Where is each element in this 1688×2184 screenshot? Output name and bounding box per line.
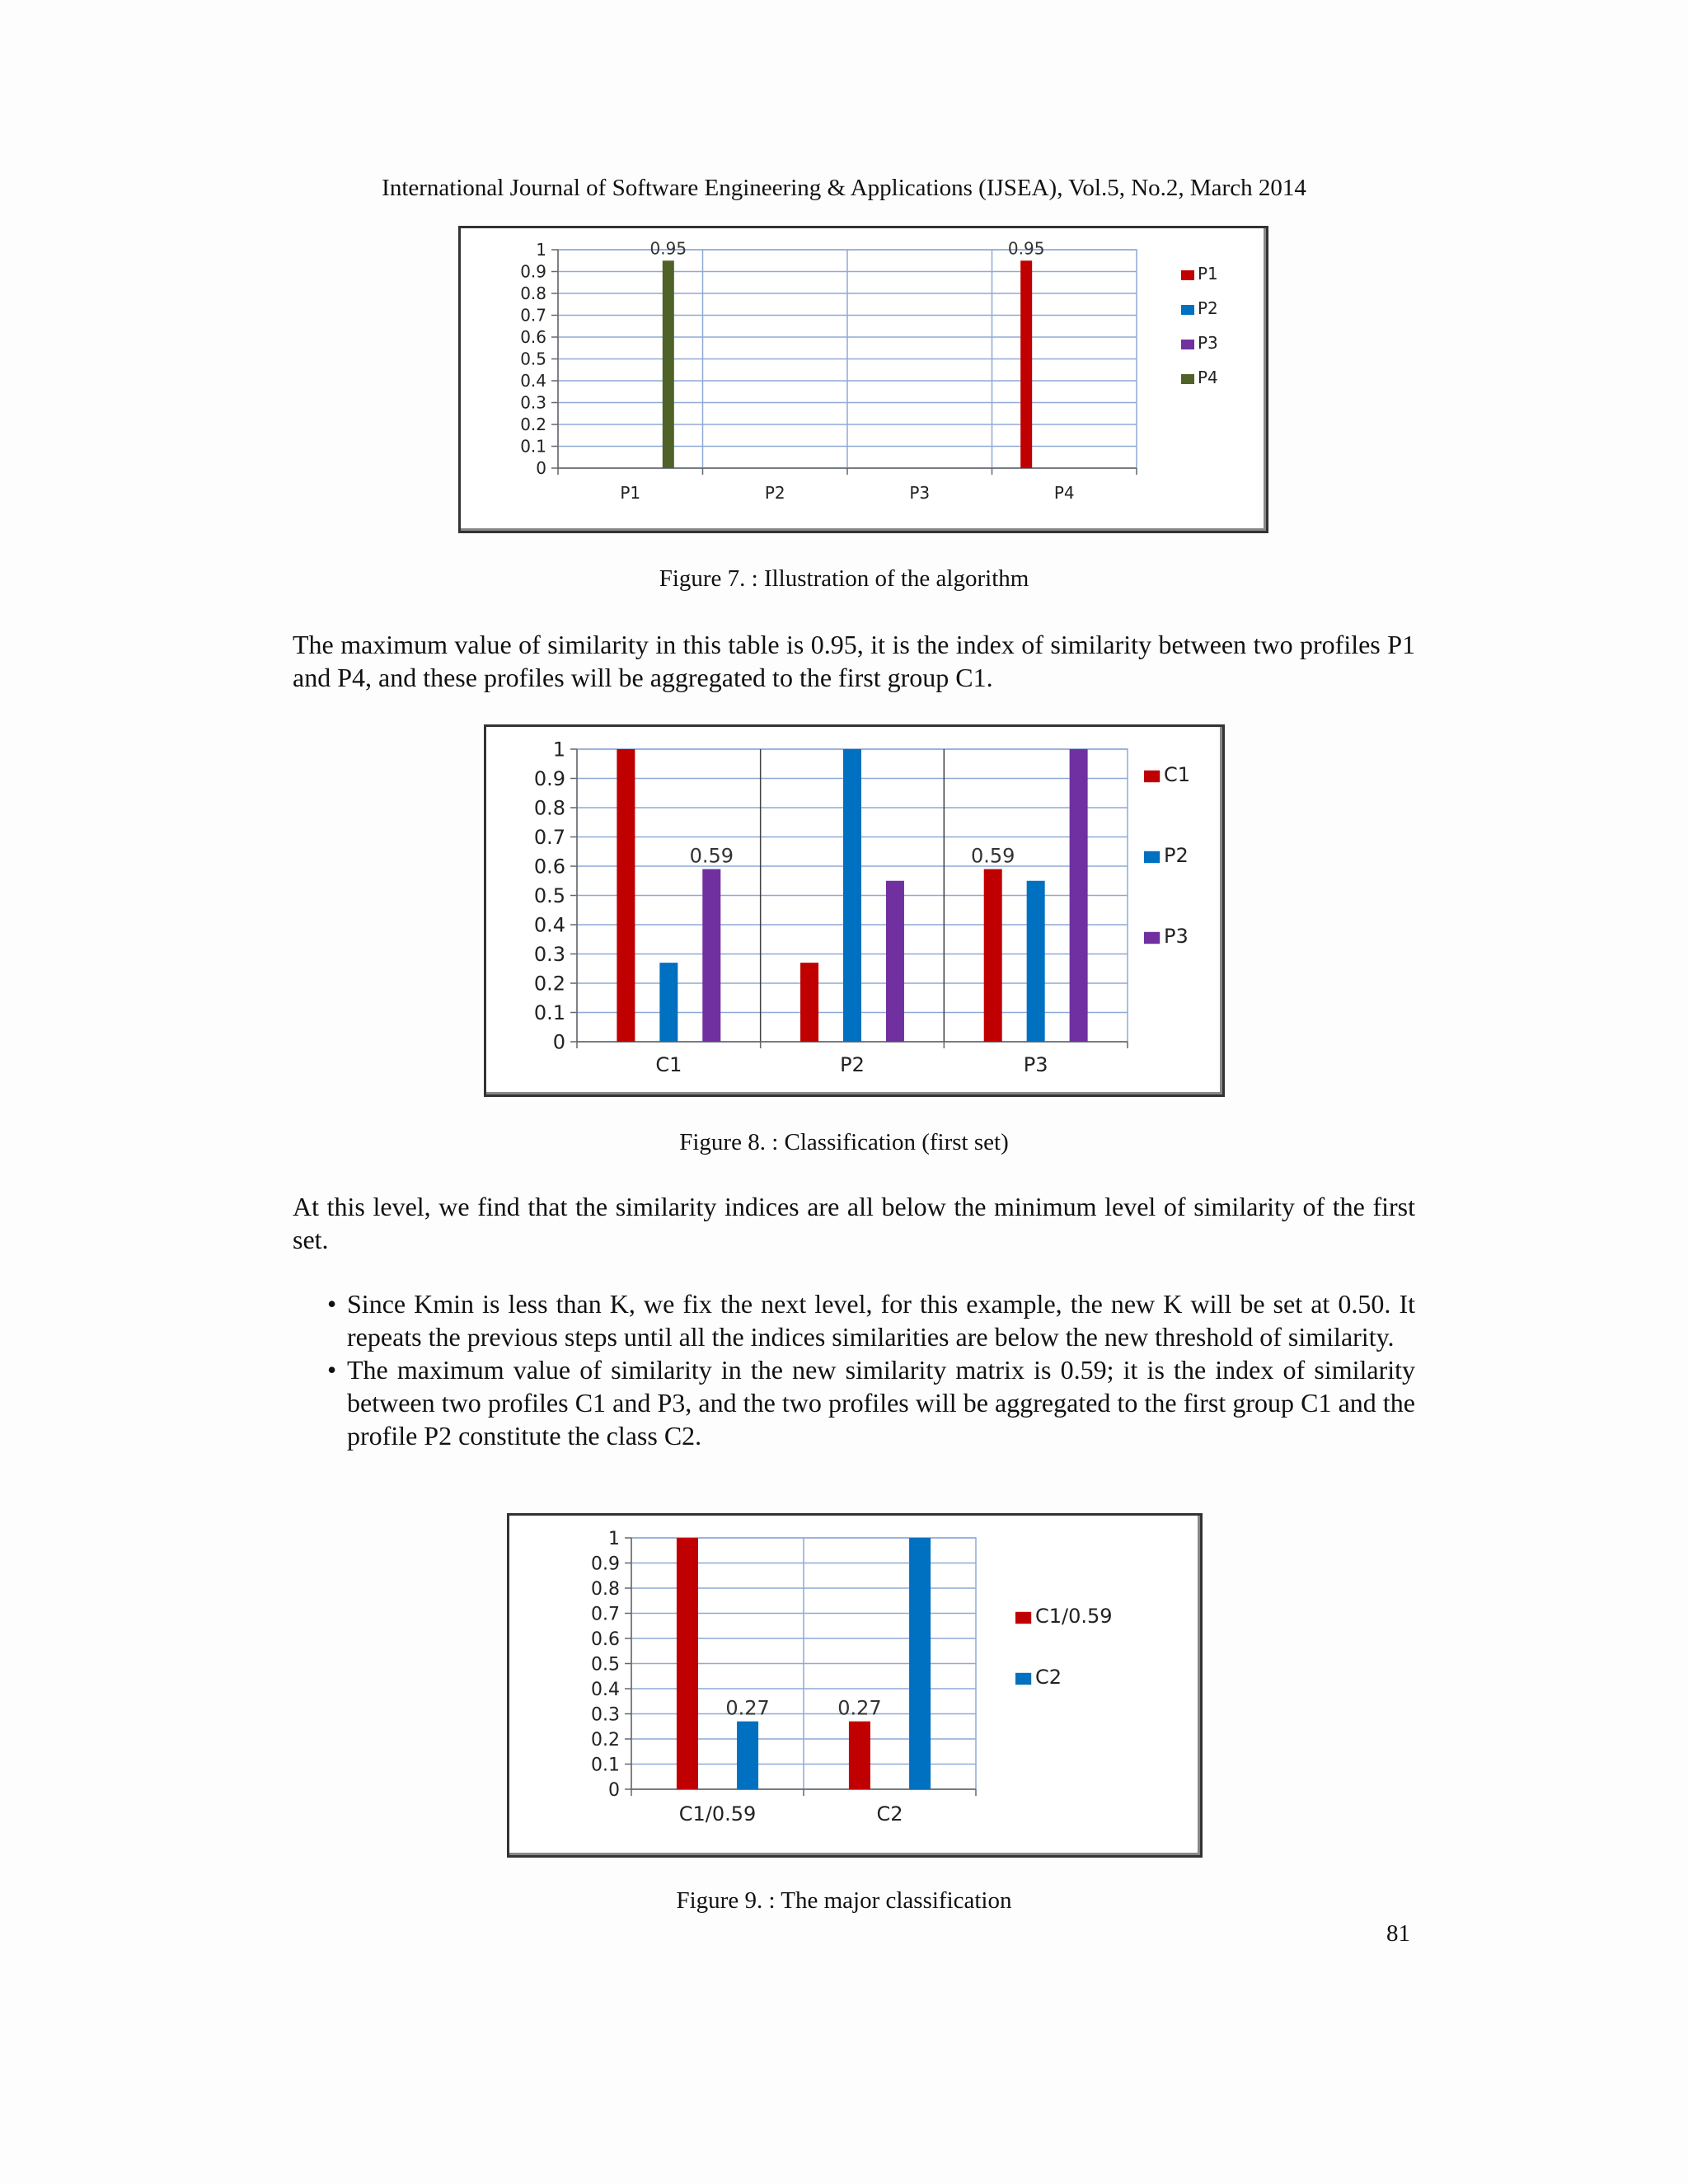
paragraph-1: The maximum value of similarity in this table is 0.95, it is the index of similarity between two profiles P1 and P4, and these profiles will be aggregated to the first group C1. [293,630,1415,692]
legend-label: P2 [1164,844,1189,867]
bar-p4 [663,260,674,468]
bar-p2 [1027,881,1045,1042]
bar-p2 [843,749,861,1042]
legend-swatch [1144,932,1160,944]
y-tick-label: 0.5 [533,884,565,908]
y-tick-label: 0.6 [533,855,565,879]
y-tick-label: 0.2 [520,415,546,435]
y-tick-label: 0.4 [520,371,546,391]
y-tick-label: 0.5 [520,349,546,369]
figure-7-caption: Figure 7. : Illustration of the algorithm [659,565,1029,592]
x-category-label: P1 [620,483,641,503]
figure-9-chart [507,1513,1203,1858]
y-tick-label: 0.3 [533,943,565,967]
figure-9-caption: Figure 9. : The major classification [676,1887,1012,1914]
figure-7-svg [461,228,1266,531]
legend-swatch [1015,1673,1031,1685]
y-tick-label: 0.5 [591,1654,620,1675]
bar-c1059 [849,1722,870,1789]
y-tick-label: 0.3 [520,392,546,413]
bar-c1059 [677,1538,698,1789]
x-category-label: P4 [1053,483,1075,503]
x-category-label: C1 [655,1053,682,1076]
bar-p3 [886,881,904,1042]
data-label: 0.27 [725,1696,770,1720]
figure-8-chart [484,724,1225,1097]
bar-p3 [1070,749,1088,1042]
figure-7-chart [458,226,1268,533]
data-label: 0.95 [649,238,687,259]
y-tick-label: 0 [608,1779,620,1801]
data-label: 0.27 [837,1696,882,1720]
y-tick-label: 0.1 [591,1755,620,1776]
y-tick-label: 1 [536,240,546,260]
data-label: 0.59 [689,844,734,868]
bar-c2 [737,1722,758,1789]
figure-8-caption: Figure 8. : Classification (first set) [679,1129,1009,1155]
x-category-label: P2 [840,1053,865,1076]
bullet-item: • Since Kmin is less than K, we fix the next level, for this example, the new K will be set at 0.50. It repeats the previous steps until all the indices similarities are below the new threshold of similarity. [293,1287,1415,1353]
bar-c2 [909,1538,931,1789]
y-tick-label: 0.7 [533,826,565,850]
legend-swatch [1181,270,1194,280]
y-tick-label: 0.6 [520,327,546,348]
bar-p3 [702,869,720,1042]
legend-label: C1 [1164,763,1191,786]
x-category-label: C1/0.59 [678,1802,757,1825]
y-tick-label: 1 [608,1528,620,1549]
x-category-label: C2 [876,1802,903,1825]
bullet-list [293,1287,1415,1452]
y-tick-label: 0.7 [520,305,546,326]
legend-label: C2 [1035,1666,1062,1689]
legend-label: P2 [1198,298,1218,318]
y-tick-label: 1 [552,738,565,762]
y-tick-label: 0.9 [533,767,565,791]
bar-p2 [659,963,678,1042]
y-tick-label: 0.6 [591,1629,620,1650]
legend-label: C1/0.59 [1035,1605,1113,1628]
data-label: 0.95 [1007,238,1045,259]
y-tick-label: 0.1 [520,436,546,457]
y-tick-label: 0.8 [520,284,546,304]
legend-swatch [1015,1612,1031,1624]
legend-label: P1 [1198,264,1218,284]
figure-8-svg [486,727,1222,1094]
y-tick-label: 0.7 [591,1604,620,1625]
bar-p1 [1020,260,1032,468]
legend-swatch [1144,851,1160,863]
y-tick-label: 0.3 [591,1704,620,1726]
y-tick-label: 0.2 [533,972,565,996]
legend-swatch [1181,340,1194,349]
x-category-label: P3 [909,483,931,503]
y-tick-label: 0.8 [591,1578,620,1600]
y-tick-label: 0.9 [520,261,546,282]
legend-swatch [1181,305,1194,315]
y-tick-label: 0.9 [591,1554,620,1575]
bullet-item: • The maximum value of similarity in the new similarity matrix is 0.59; it is the index of similarity between two profiles C1 and P3, and the two profiles will be aggregated to the first group C1 and the profile P2 constitute the class C2. [293,1353,1415,1452]
y-tick-label: 0.4 [591,1679,620,1700]
y-tick-label: 0.2 [591,1729,620,1750]
y-tick-label: 0 [552,1030,565,1054]
y-tick-label: 0.8 [533,796,565,820]
legend-label: P3 [1198,333,1218,353]
figure-9-svg [509,1516,1200,1855]
page-number: 81 [1386,1920,1410,1947]
legend-swatch [1181,374,1194,384]
journal-header: International Journal of Software Engineering & Applications (IJSEA), Vol.5, No.2, March 2014 [382,175,1306,201]
x-category-label: P2 [764,483,785,503]
bar-c1 [617,749,635,1042]
bar-c1 [800,963,818,1042]
y-tick-label: 0 [536,458,546,479]
bar-c1 [984,869,1002,1042]
x-category-label: P3 [1023,1053,1048,1076]
data-label: 0.59 [970,844,1015,868]
y-tick-label: 0.4 [533,913,565,937]
paragraph-2: At this level, we find that the similarity indices are all below the minimum level of similarity of the first set. [293,1192,1415,1254]
legend-swatch [1144,771,1160,782]
y-tick-label: 0.1 [533,1001,565,1025]
legend-label: P4 [1198,368,1218,387]
legend-label: P3 [1164,925,1189,948]
